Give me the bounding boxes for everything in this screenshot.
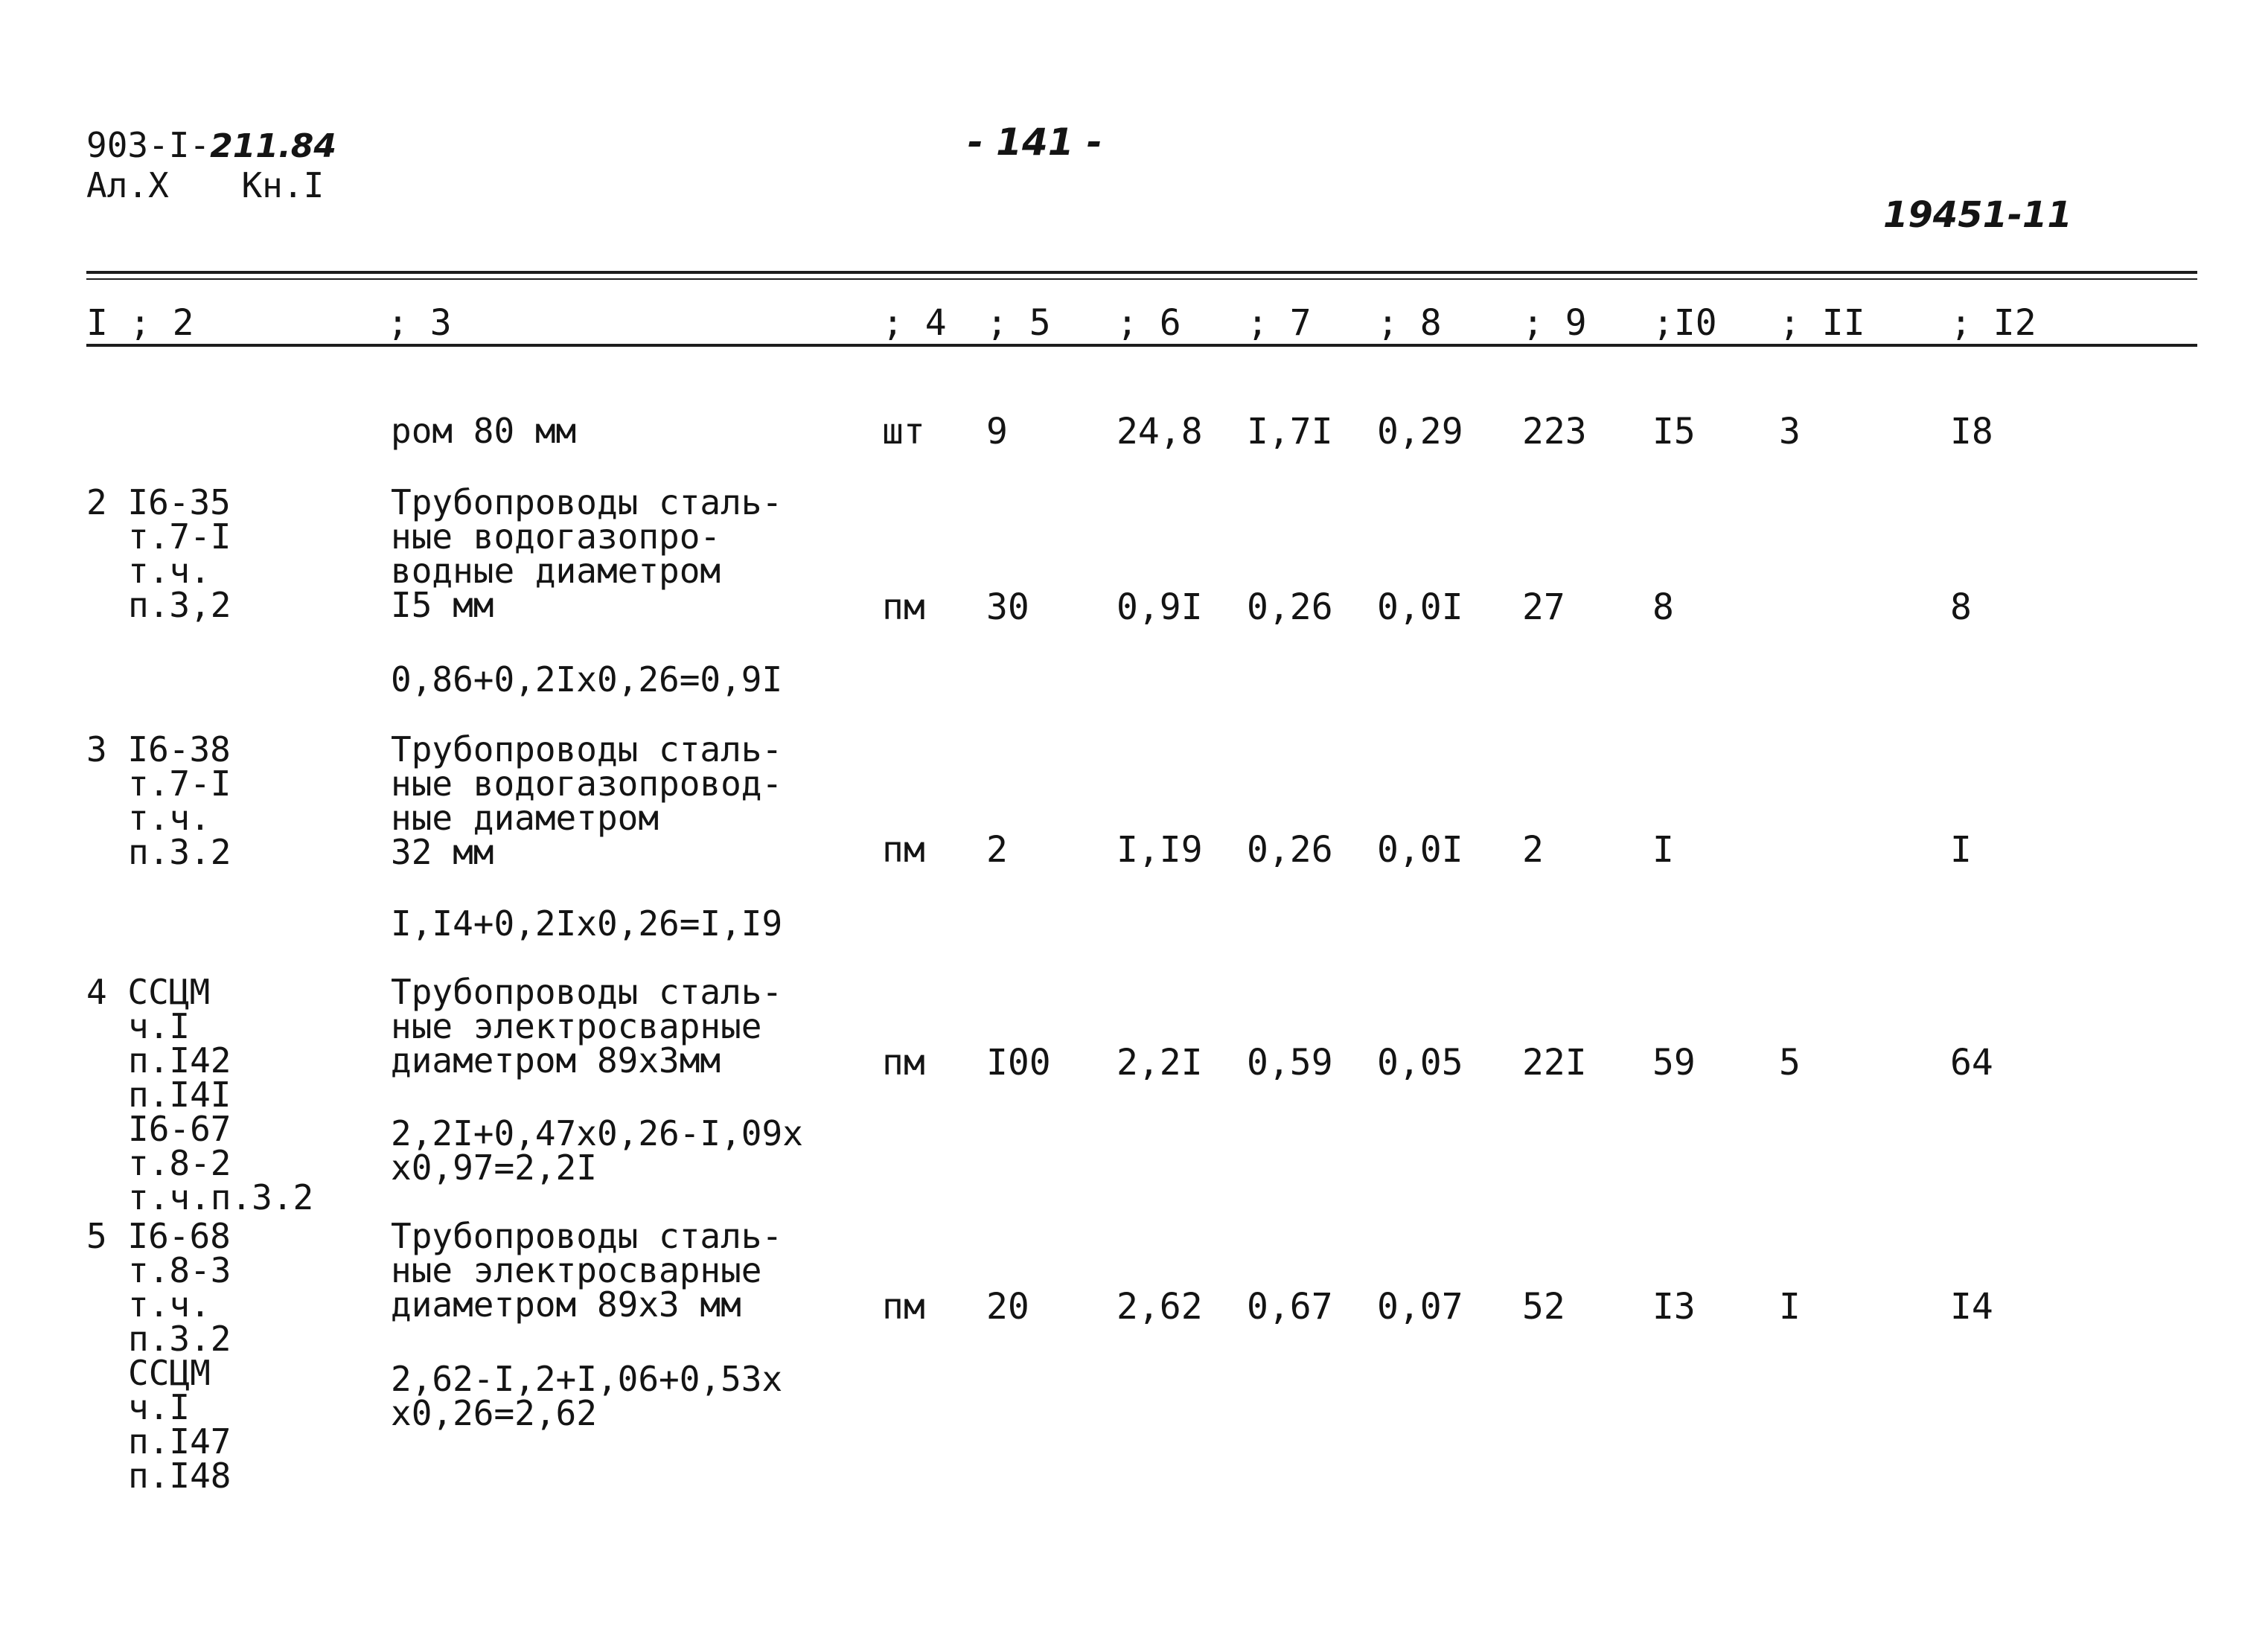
cell-unit: пм	[882, 829, 925, 871]
cell-col10: I3	[1652, 1286, 1696, 1328]
top-rule-thin	[86, 278, 2197, 280]
code-line: 5 I6-68	[86, 1216, 231, 1256]
doc-handwritten-suffix: 211.84	[210, 127, 336, 165]
cell-col7: 0,26	[1247, 586, 1333, 628]
col-header-12: ; I2	[1950, 302, 2037, 344]
col-header-1-2: I ; 2	[86, 302, 194, 344]
cell-col12: 64	[1950, 1042, 1993, 1084]
desc-line: Трубопроводы сталь-	[391, 1216, 783, 1256]
desc-line: Трубопроводы сталь-	[391, 482, 783, 522]
cell-qty: I00	[986, 1042, 1051, 1084]
cell-col7: 0,26	[1247, 829, 1333, 871]
cell-unit: пм	[882, 586, 925, 628]
code-line: т.ч.	[128, 1284, 211, 1325]
desc-line: ные диаметром	[391, 798, 659, 838]
code-line: п.I42	[128, 1040, 231, 1081]
cell-col9: 27	[1522, 586, 1565, 628]
row-calculation	[391, 659, 783, 700]
cell-col8: 0,05	[1377, 1042, 1463, 1084]
row-code	[86, 972, 314, 1217]
desc-line: I5 мм	[391, 585, 494, 625]
code-line: п.I47	[128, 1421, 231, 1462]
cell-col11: 5	[1779, 1042, 1801, 1084]
cell-col8: 0,07	[1377, 1286, 1463, 1328]
code-line: п.3.2	[128, 1319, 231, 1359]
cell-col6: I,I9	[1117, 829, 1203, 871]
page-number: - 141 -	[968, 121, 1102, 164]
desc-line: 32 мм	[391, 832, 494, 872]
cell-col10: 59	[1652, 1042, 1696, 1084]
code-line: т.7-I	[128, 516, 231, 557]
desc-line: диаметром 89х3мм	[391, 1040, 721, 1081]
cell-qty: 20	[986, 1286, 1029, 1328]
desc-line: ные электросварные	[391, 1006, 762, 1046]
desc-line: водные диаметром	[391, 551, 721, 591]
calc-line: х0,26=2,62	[391, 1393, 597, 1433]
desc-line: ные электросварные	[391, 1250, 762, 1290]
top-rule	[86, 271, 2197, 274]
code-line: ССЦМ	[128, 1353, 211, 1393]
code-line: т.7-I	[128, 764, 231, 804]
col-header-10: ;I0	[1652, 302, 1717, 344]
code-line: т.ч.	[128, 551, 211, 591]
cell-unit: пм	[882, 1042, 925, 1084]
row-code	[86, 1216, 231, 1496]
desc-line: ные водогазопро-	[391, 516, 721, 557]
code-line: т.ч.п.3.2	[128, 1177, 314, 1217]
calc-line: х0,97=2,2I	[391, 1148, 597, 1188]
album-label: Ал.Х	[86, 165, 169, 205]
cell-col6: 24,8	[1117, 411, 1203, 452]
cell-unit: пм	[882, 1286, 925, 1328]
code-line: п.3.2	[128, 832, 231, 872]
calc-line: 2,62-I,2+I,06+0,53х	[391, 1359, 783, 1399]
col-header-8: ; 8	[1377, 302, 1442, 344]
cell-col12: I8	[1950, 411, 1993, 452]
cell-col10: I5	[1652, 411, 1696, 452]
row-calculation	[391, 903, 783, 944]
cell-col11: 3	[1779, 411, 1801, 452]
cell-col12: 8	[1950, 586, 1972, 628]
desc-line: ные водогазопровод-	[391, 764, 783, 804]
code-line: 4 ССЦМ	[86, 972, 211, 1012]
col-header-4: ; 4	[882, 302, 947, 344]
cell-col9: 2	[1522, 829, 1544, 871]
row-description	[391, 972, 783, 1081]
doc-number	[86, 125, 336, 165]
code-line: ч.I	[128, 1387, 191, 1427]
code-line: т.8-2	[128, 1143, 231, 1183]
code-line: т.ч.	[128, 798, 211, 838]
cell-col11: I	[1779, 1286, 1801, 1328]
desc-line: Трубопроводы сталь-	[391, 972, 783, 1012]
cell-col9: 52	[1522, 1286, 1565, 1328]
cell-col12: I4	[1950, 1286, 1993, 1328]
row-description	[391, 1216, 783, 1325]
code-line: п.I4I	[128, 1075, 231, 1115]
cell-col9: 22I	[1522, 1042, 1587, 1084]
col-header-6: ; 6	[1117, 302, 1181, 344]
cell-col10: 8	[1652, 586, 1674, 628]
code-line: I6-67	[128, 1109, 231, 1149]
cell-col7: 0,67	[1247, 1286, 1333, 1328]
row-description	[391, 482, 783, 625]
code-line: ч.I	[128, 1006, 191, 1046]
code-line: п.3,2	[128, 585, 231, 625]
calc-line: I,I4+0,2Iх0,26=I,I9	[391, 903, 783, 944]
cell-col7: 0,59	[1247, 1042, 1333, 1084]
row-calculation	[391, 1359, 783, 1433]
cell-col12: I	[1950, 829, 1972, 871]
calc-line: 0,86+0,2Iх0,26=0,9I	[391, 659, 783, 700]
desc-line: ром 80 мм	[391, 411, 577, 451]
sheet-code: 19451-11	[1883, 194, 2072, 236]
cell-qty: 2	[986, 829, 1008, 871]
book-label: Кн.I	[241, 165, 325, 205]
code-line: 2 I6-35	[86, 482, 231, 522]
row-description	[391, 729, 783, 872]
row-code	[86, 482, 231, 625]
cell-unit: шт	[882, 411, 925, 452]
doc-prefix: 903-I-	[86, 125, 211, 165]
cell-col8: 0,0I	[1377, 586, 1463, 628]
cell-col8: 0,0I	[1377, 829, 1463, 871]
cell-qty: 30	[986, 586, 1029, 628]
col-header-5: ; 5	[986, 302, 1051, 344]
col-header-9: ; 9	[1522, 302, 1587, 344]
code-line: т.8-3	[128, 1250, 231, 1290]
cell-col10: I	[1652, 829, 1674, 871]
cell-col6: 0,9I	[1117, 586, 1203, 628]
row-code	[86, 729, 231, 872]
col-header-11: ; II	[1779, 302, 1865, 344]
cell-col8: 0,29	[1377, 411, 1463, 452]
cell-col7: I,7I	[1247, 411, 1333, 452]
row-description	[391, 411, 577, 451]
code-line: 3 I6-38	[86, 729, 231, 769]
cell-qty: 9	[986, 411, 1008, 452]
doc-subtitle	[86, 165, 325, 205]
code-line: п.I48	[128, 1456, 231, 1496]
cell-col9: 223	[1522, 411, 1587, 452]
row-calculation	[391, 1113, 803, 1188]
header-underline	[86, 344, 2197, 347]
cell-col6: 2,62	[1117, 1286, 1203, 1328]
col-header-3: ; 3	[387, 302, 452, 344]
calc-line: 2,2I+0,47х0,26-I,09х	[391, 1113, 803, 1153]
desc-line: Трубопроводы сталь-	[391, 729, 783, 769]
col-header-7: ; 7	[1247, 302, 1312, 344]
desc-line: диаметром 89х3 мм	[391, 1284, 741, 1325]
cell-col6: 2,2I	[1117, 1042, 1203, 1084]
